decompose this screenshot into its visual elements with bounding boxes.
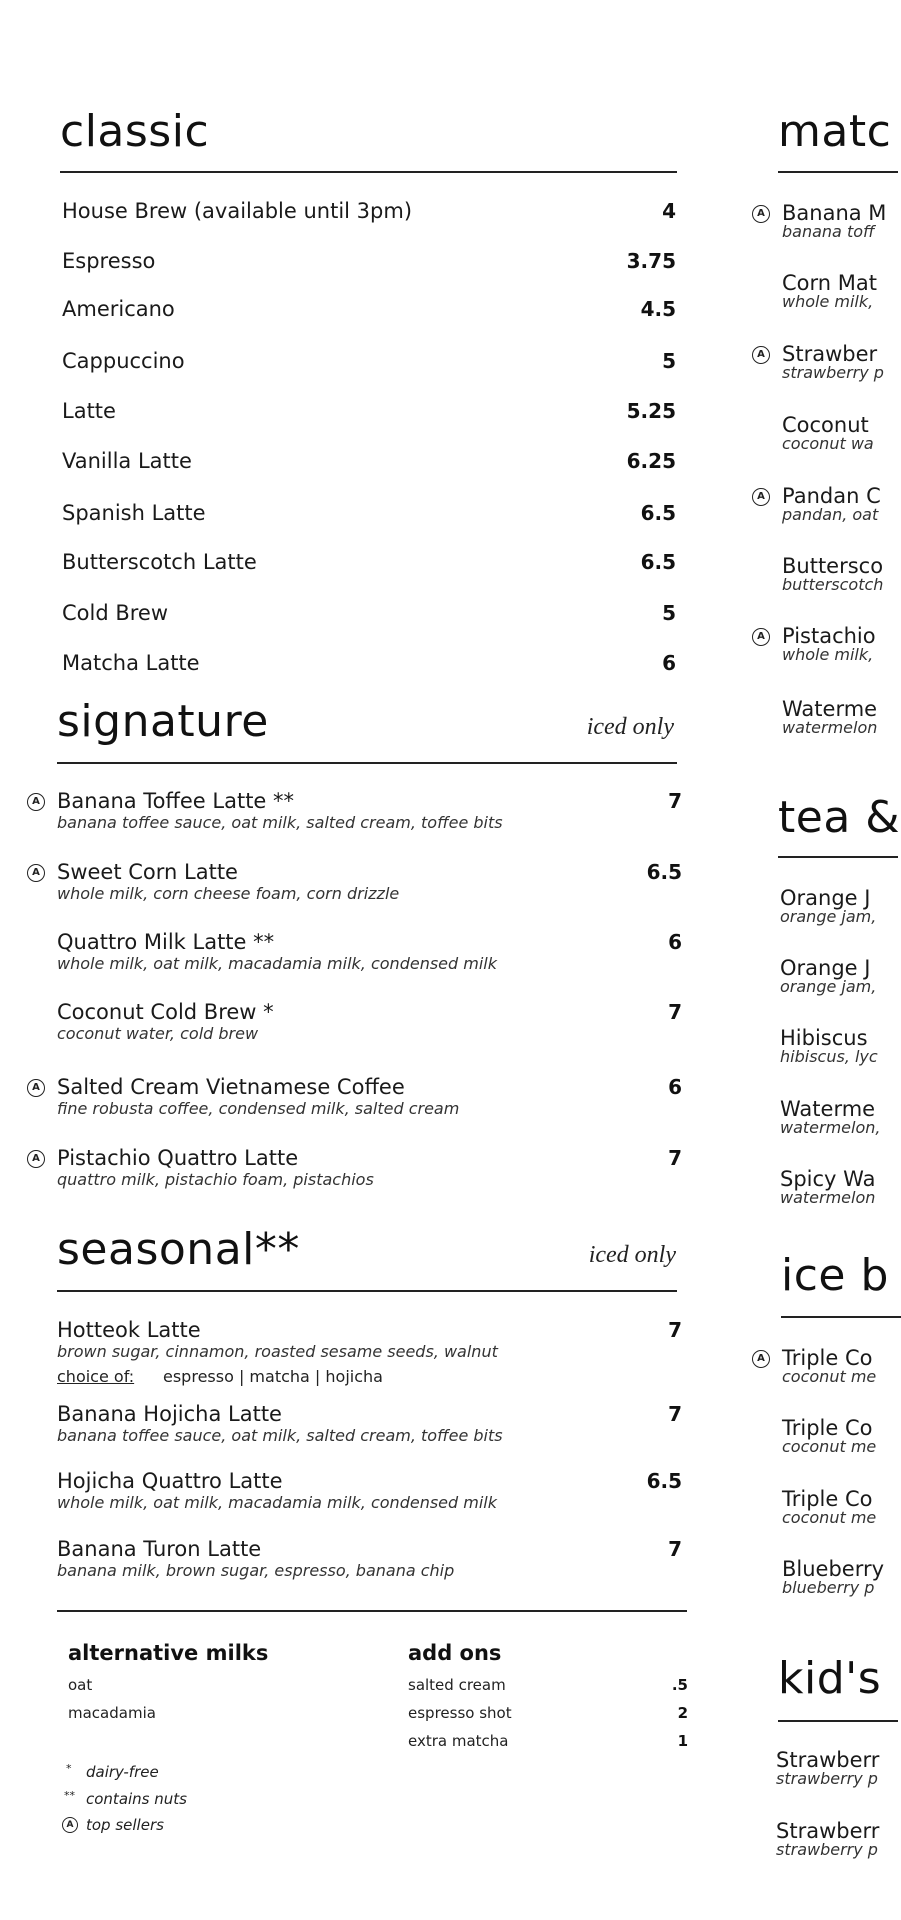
classic-item-name: Matcha Latte: [62, 651, 200, 675]
signature-item-name: Salted Cream Vietnamese Coffee: [57, 1075, 405, 1099]
tea-item-desc: orange jam,: [780, 907, 877, 926]
matcha-item-name: Pistachio: [782, 624, 876, 648]
matcha-item-desc: butterscotch: [782, 575, 884, 594]
classic-item-name: Butterscotch Latte: [62, 550, 257, 574]
signature-rule: [57, 762, 677, 764]
seasonal-rule: [57, 1290, 677, 1292]
choice-of-label: choice of:: [57, 1367, 135, 1386]
signature-item-name: Pistachio Quattro Latte: [57, 1146, 299, 1170]
signature-item-name: Sweet Corn Latte: [57, 860, 238, 884]
classic-rule: [60, 171, 677, 173]
signature-item-desc: whole milk, corn cheese foam, corn drizzle: [57, 884, 400, 903]
tea-item-name: Orange J: [780, 886, 871, 910]
tea-title: tea &: [778, 792, 901, 843]
seasonal-iced-only: iced only: [588, 1242, 676, 1268]
extras-rule: [57, 1610, 687, 1612]
top-seller-icon: A: [752, 488, 770, 506]
classic-item-price: 6.5: [640, 550, 676, 574]
classic-item-price: 5.25: [626, 399, 676, 423]
signature-item-price: 6.5: [646, 860, 682, 884]
seasonal-item-name: Hotteok Latte: [57, 1318, 201, 1342]
classic-item-price: 3.75: [626, 249, 676, 273]
signature-item-desc: quattro milk, pistachio foam, pistachios: [57, 1170, 374, 1189]
signature-item-price: 6: [668, 1075, 682, 1099]
seasonal-item-desc: banana toffee sauce, oat milk, salted cream, toffee bits: [57, 1426, 503, 1445]
classic-item-price: 4: [662, 199, 676, 223]
seasonal-item-price: 7: [668, 1537, 682, 1561]
ice-item-name: Triple Co: [782, 1487, 873, 1511]
kids-title: kid's: [778, 1653, 882, 1704]
ice-item-desc: coconut me: [782, 1508, 877, 1527]
top-seller-icon: A: [752, 346, 770, 364]
matcha-item-name: Waterme: [782, 697, 878, 721]
matcha-item-desc: whole milk,: [782, 645, 874, 664]
tea-item-name: Hibiscus: [780, 1026, 868, 1050]
signature-item-price: 7: [668, 789, 682, 813]
kids-item-name: Strawberr: [776, 1819, 880, 1843]
classic-item-price: 6.25: [626, 449, 676, 473]
tea-item-name: Spicy Wa: [780, 1167, 876, 1191]
matcha-item-desc: pandan, oat: [782, 505, 879, 524]
add-on-price: 2: [677, 1704, 688, 1722]
signature-item-name: Banana Toffee Latte **: [57, 789, 295, 813]
matcha-item-desc: watermelon: [782, 718, 878, 737]
signature-item-desc: fine robusta coffee, condensed milk, salted cream: [57, 1099, 460, 1118]
top-seller-icon: A: [62, 1817, 78, 1833]
classic-item-price: 5: [662, 349, 676, 373]
signature-iced-only: iced only: [586, 714, 674, 740]
seasonal-item-name: Banana Hojicha Latte: [57, 1402, 282, 1426]
seasonal-item-price: 7: [668, 1402, 682, 1426]
tea-item-name: Orange J: [780, 956, 871, 980]
signature-item-desc: banana toffee sauce, oat milk, salted cream, toffee bits: [57, 813, 503, 832]
classic-item-price: 6.5: [640, 501, 676, 525]
classic-item-price: 4.5: [640, 297, 676, 321]
kids-item-name: Strawberr: [776, 1748, 880, 1772]
matcha-item-name: Coconut: [782, 413, 869, 437]
matcha-item-name: Corn Mat: [782, 271, 877, 295]
top-seller-icon: A: [27, 1150, 45, 1168]
tea-item-desc: orange jam,: [780, 977, 877, 996]
legend-nuts: contains nuts: [86, 1790, 187, 1808]
matcha-item-desc: banana toff: [782, 222, 875, 241]
seasonal-title: seasonal**: [57, 1224, 300, 1275]
top-seller-icon: A: [27, 1079, 45, 1097]
add-on-price: 1: [677, 1732, 688, 1750]
seasonal-item-desc: banana milk, brown sugar, espresso, banana chip: [57, 1561, 455, 1580]
signature-item-price: 7: [668, 1146, 682, 1170]
top-seller-icon: A: [752, 628, 770, 646]
classic-item-name: Vanilla Latte: [62, 449, 192, 473]
ice-item-desc: coconut me: [782, 1367, 877, 1386]
legend-top-sellers: top sellers: [86, 1816, 164, 1834]
choice-of-options: espresso | matcha | hojicha: [163, 1367, 383, 1386]
ice-item-name: Triple Co: [782, 1346, 873, 1370]
add-on-name: extra matcha: [408, 1732, 509, 1750]
kids-item-desc: strawberry p: [776, 1840, 878, 1859]
classic-item-name: Latte: [62, 399, 116, 423]
seasonal-item-price: 6.5: [646, 1469, 682, 1493]
classic-item-price: 5: [662, 601, 676, 625]
alt-milks-title: alternative milks: [68, 1641, 269, 1665]
top-seller-icon: A: [752, 1350, 770, 1368]
tea-item-desc: watermelon,: [780, 1118, 881, 1137]
seasonal-item-desc: brown sugar, cinnamon, roasted sesame seeds, walnut: [57, 1342, 498, 1361]
matcha-item-name: Banana M: [782, 201, 887, 225]
classic-item-name: Americano: [62, 297, 175, 321]
tea-item-desc: hibiscus, lyc: [780, 1047, 878, 1066]
ice-item-name: Triple Co: [782, 1416, 873, 1440]
matcha-item-desc: coconut wa: [782, 434, 874, 453]
matcha-item-name: Strawber: [782, 342, 878, 366]
seasonal-item-price: 7: [668, 1318, 682, 1342]
top-seller-icon: A: [27, 864, 45, 882]
signature-item-name: Quattro Milk Latte **: [57, 930, 275, 954]
signature-title: signature: [57, 696, 269, 747]
legend-dairy-free: dairy-free: [86, 1763, 159, 1781]
signature-item-desc: coconut water, cold brew: [57, 1024, 259, 1043]
kids-item-desc: strawberry p: [776, 1769, 878, 1788]
legend-dairy-free-mark: *: [66, 1762, 72, 1775]
classic-title: classic: [60, 106, 210, 157]
matcha-item-desc: strawberry p: [782, 363, 884, 382]
classic-item-name: Espresso: [62, 249, 156, 273]
add-ons-title: add ons: [408, 1641, 502, 1665]
classic-item-name: House Brew (available until 3pm): [62, 199, 413, 223]
seasonal-item-name: Hojicha Quattro Latte: [57, 1469, 283, 1493]
signature-item-price: 6: [668, 930, 682, 954]
ice-item-desc: coconut me: [782, 1437, 877, 1456]
classic-item-price: 6: [662, 651, 676, 675]
legend-nuts-mark: **: [64, 1789, 75, 1802]
classic-item-name: Cappuccino: [62, 349, 185, 373]
ice-item-desc: blueberry p: [782, 1578, 875, 1597]
signature-item-desc: whole milk, oat milk, macadamia milk, condensed milk: [57, 954, 497, 973]
matcha-item-name: Buttersco: [782, 554, 884, 578]
signature-item-price: 7: [668, 1000, 682, 1024]
tea-rule: [778, 856, 898, 858]
matcha-rule: [778, 171, 898, 173]
top-seller-icon: A: [752, 205, 770, 223]
top-seller-icon: A: [27, 793, 45, 811]
seasonal-item-desc: whole milk, oat milk, macadamia milk, condensed milk: [57, 1493, 497, 1512]
ice-title: ice b: [781, 1250, 889, 1301]
matcha-item-name: Pandan C: [782, 484, 881, 508]
signature-item-name: Coconut Cold Brew *: [57, 1000, 274, 1024]
add-on-name: salted cream: [408, 1676, 506, 1694]
classic-item-name: Spanish Latte: [62, 501, 206, 525]
tea-item-name: Waterme: [780, 1097, 876, 1121]
matcha-title: matc: [778, 106, 892, 157]
alt-milk-oat: oat: [68, 1676, 93, 1694]
seasonal-item-name: Banana Turon Latte: [57, 1537, 262, 1561]
tea-item-desc: watermelon: [780, 1188, 876, 1207]
matcha-item-desc: whole milk,: [782, 292, 874, 311]
kids-rule: [778, 1720, 898, 1722]
alt-milk-macadamia: macadamia: [68, 1704, 156, 1722]
ice-item-name: Blueberry: [782, 1557, 885, 1581]
ice-rule: [781, 1316, 901, 1318]
classic-item-name: Cold Brew: [62, 601, 169, 625]
add-on-price: .5: [671, 1676, 688, 1694]
add-on-name: espresso shot: [408, 1704, 512, 1722]
